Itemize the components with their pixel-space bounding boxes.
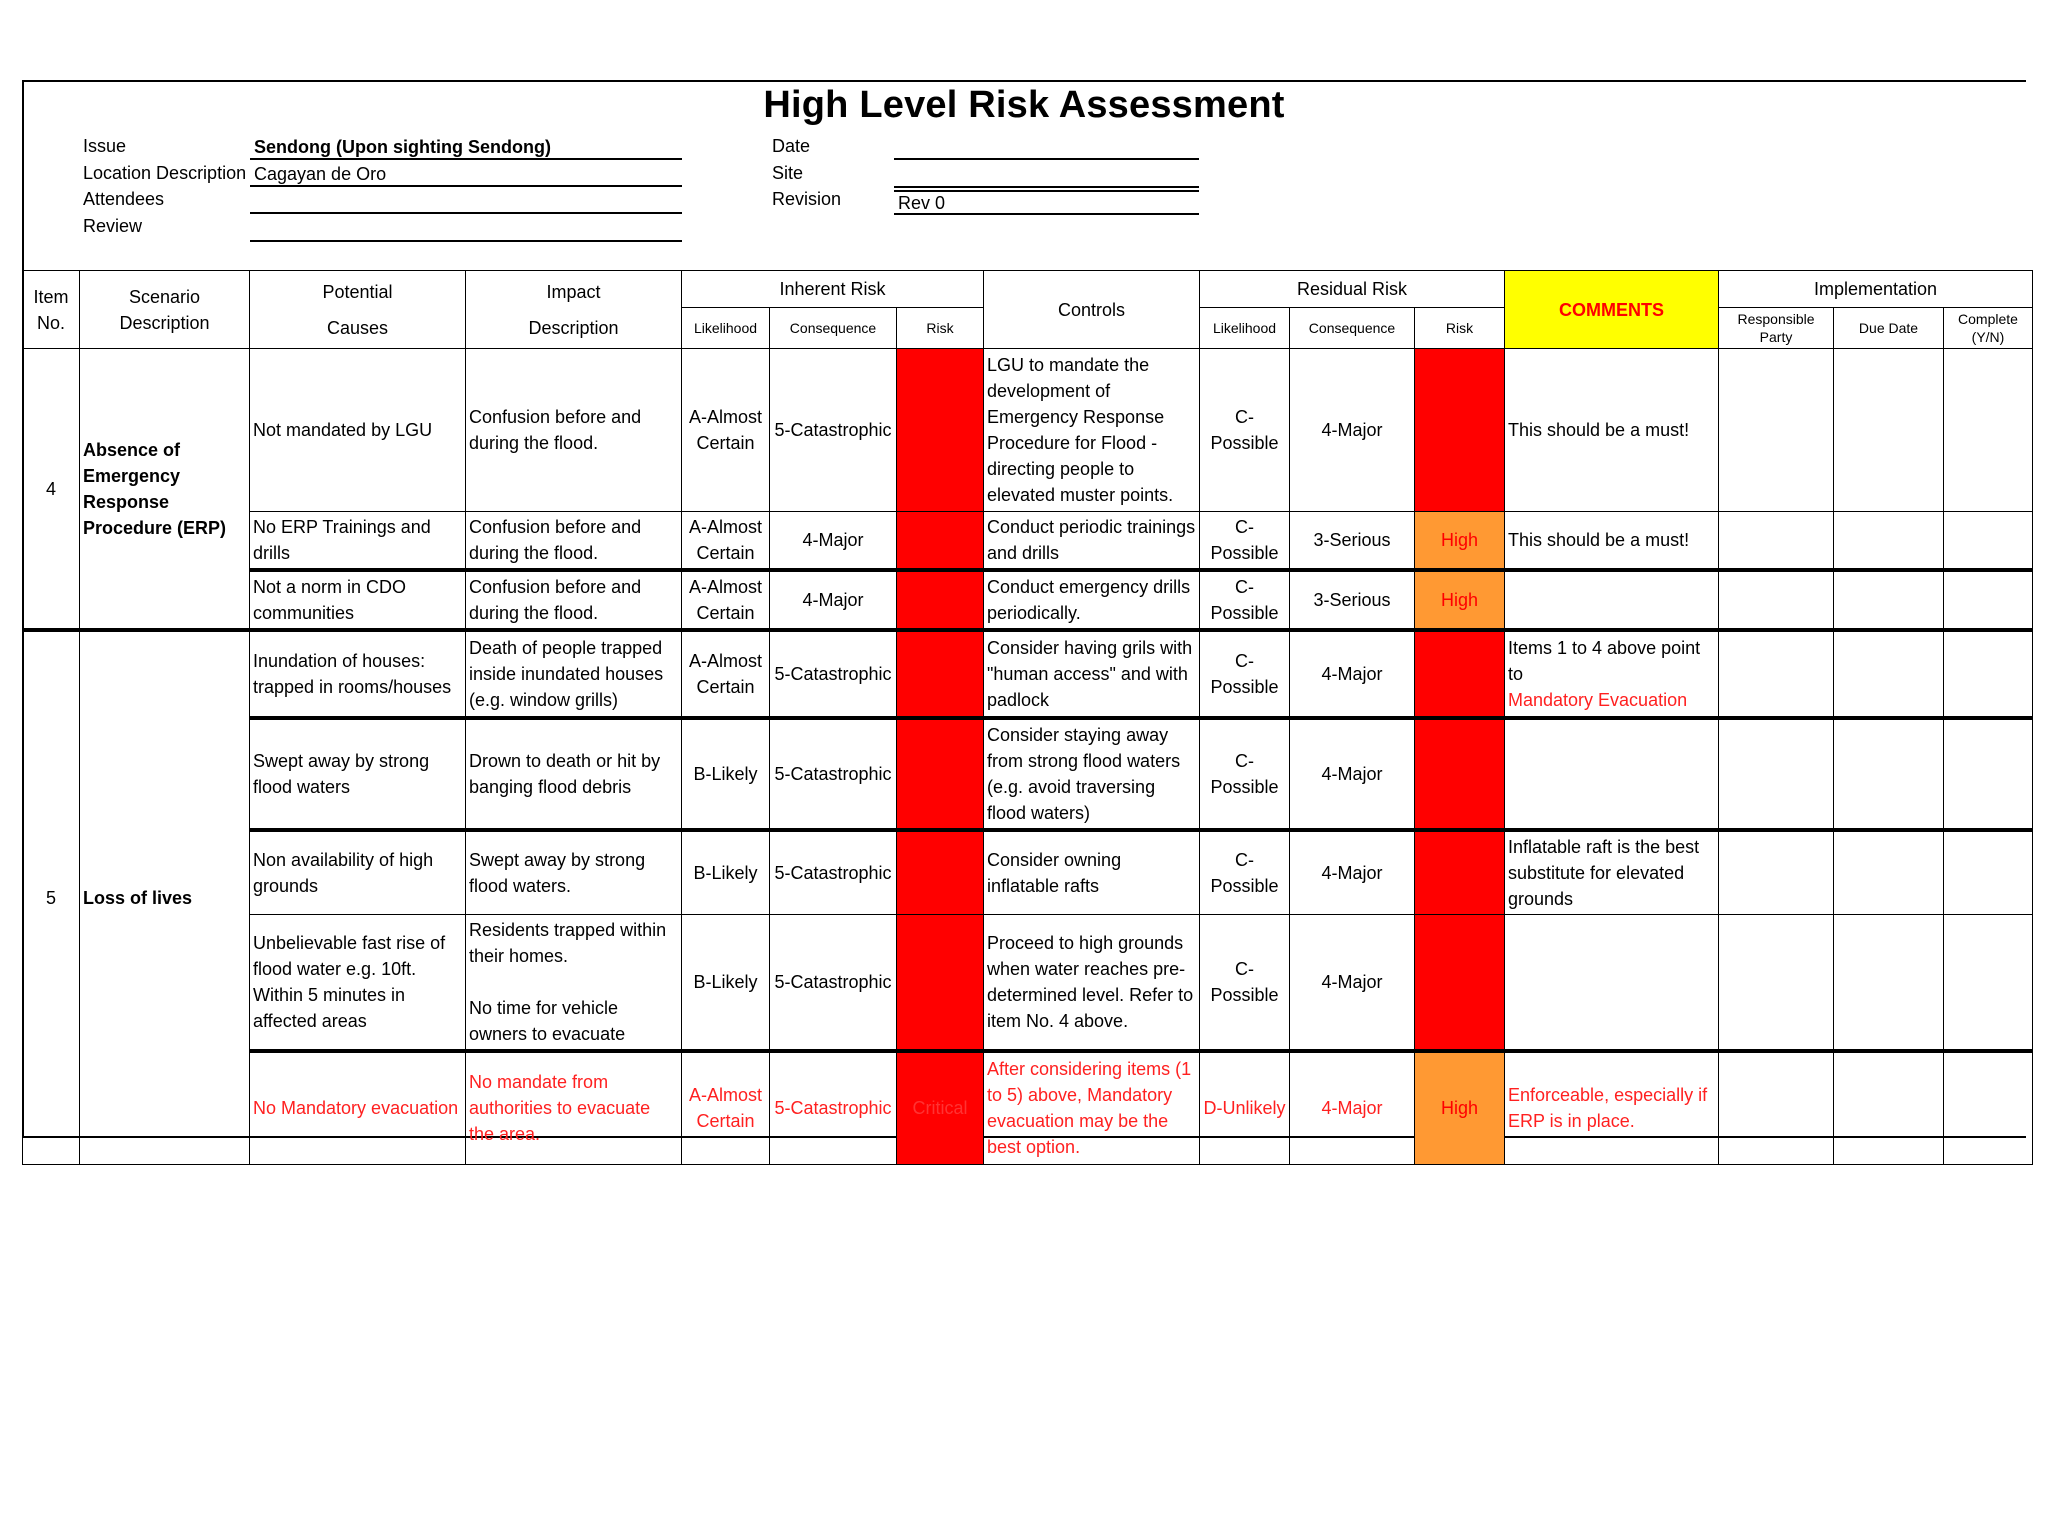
inherent-likelihood: A-Almost Certain: [682, 349, 770, 512]
residual-likelihood: C-Possible: [1200, 570, 1290, 630]
inherent-risk-badge: Critical: [897, 630, 984, 718]
impact-description: Drown to death or hit by banging flood debris: [466, 718, 682, 830]
inherent-risk-badge: Critical: [897, 1051, 984, 1164]
inherent-consequence: 5-Catastrophic: [770, 915, 897, 1052]
residual-risk-badge: Critical: [1415, 915, 1505, 1052]
impact-description: Swept away by strong flood waters.: [466, 830, 682, 915]
col-inherent-risk: Inherent Risk: [682, 271, 984, 308]
comment: [1505, 915, 1719, 1052]
date-label: Date: [772, 136, 811, 156]
attendees-label: Attendees: [83, 189, 165, 209]
page-title: High Level Risk Assessment: [763, 84, 1285, 126]
item-number: 5: [23, 630, 80, 1164]
inherent-consequence: 5-Catastrophic: [770, 349, 897, 512]
comment: Enforceable, especially if ERP is in place.: [1505, 1051, 1719, 1164]
table-row: [23, 830, 2033, 915]
inherent-likelihood: B-Likely: [682, 915, 770, 1052]
inherent-risk-badge: Critical: [897, 915, 984, 1052]
complete-cell: [1944, 915, 2033, 1052]
inherent-risk-badge: Critical: [897, 570, 984, 630]
inherent-consequence: 5-Catastrophic: [770, 630, 897, 718]
controls: LGU to mandate the development of Emergency Response Procedure for Flood - directing people to elevated muster points.: [984, 349, 1200, 512]
residual-consequence: 3-Serious: [1290, 512, 1415, 571]
comment: This should be a must!: [1505, 349, 1719, 512]
complete-cell: [1944, 830, 2033, 915]
impact-description: Confusion before and during the flood.: [466, 570, 682, 630]
inherent-consequence: 5-Catastrophic: [770, 1051, 897, 1164]
potential-cause: Swept away by strong flood waters: [250, 718, 466, 830]
scenario-description: Loss of lives: [80, 630, 250, 1164]
table-row: [23, 349, 2033, 512]
col-due-date: Due Date: [1834, 308, 1944, 349]
comment: Items 1 to 4 above point to Mandatory Evacuation: [1505, 630, 1719, 718]
complete-cell: [1944, 630, 2033, 718]
residual-risk-badge: Critical: [1415, 349, 1505, 512]
due-date-cell: [1834, 830, 1944, 915]
table-row: [23, 718, 2033, 830]
site-label: Site: [772, 163, 804, 183]
impact-description: Confusion before and during the flood.: [466, 349, 682, 512]
potential-cause: Unbelievable fast rise of flood water e.g. 10ft. Within 5 minutes in affected areas: [250, 915, 466, 1052]
responsible-party-cell: [1719, 349, 1834, 512]
potential-cause: No ERP Trainings and drills: [250, 512, 466, 571]
item-number: 4: [23, 349, 80, 631]
potential-cause: No Mandatory evacuation: [250, 1051, 466, 1164]
col-impact: Impact Description: [466, 271, 682, 349]
revision-label: Revision: [772, 189, 842, 209]
controls: Conduct periodic trainings and drills: [984, 512, 1200, 571]
comment: [1505, 718, 1719, 830]
col-res-consequence: Consequence: [1290, 308, 1415, 349]
site-line: [894, 186, 1199, 188]
inherent-likelihood: A-Almost Certain: [682, 512, 770, 571]
residual-risk-badge: Critical: [1415, 718, 1505, 830]
residual-likelihood: C-Possible: [1200, 349, 1290, 512]
residual-consequence: 4-Major: [1290, 349, 1415, 512]
complete-cell: [1944, 718, 2033, 830]
residual-consequence: 4-Major: [1290, 915, 1415, 1052]
col-residual-risk: Residual Risk: [1200, 271, 1505, 308]
controls: After considering items (1 to 5) above, Mandatory evacuation may be the best option.: [984, 1051, 1200, 1164]
comment: Inflatable raft is the best substitute for elevated grounds: [1505, 830, 1719, 915]
residual-risk-badge: Critical: [1415, 630, 1505, 718]
potential-cause: Not mandated by LGU: [250, 349, 466, 512]
col-res-risk: Risk: [1415, 308, 1505, 349]
inherent-risk-badge: Critical: [897, 349, 984, 512]
residual-consequence: 4-Major: [1290, 718, 1415, 830]
col-item-no: Item No.: [23, 271, 80, 349]
issue-value: Sendong (Upon sighting Sendong): [250, 136, 682, 160]
responsible-party-cell: [1719, 570, 1834, 630]
due-date-cell: [1834, 1051, 1944, 1164]
inherent-risk-badge: Critical: [897, 830, 984, 915]
residual-consequence: 4-Major: [1290, 830, 1415, 915]
potential-cause: Non availability of high grounds: [250, 830, 466, 915]
inherent-consequence: 5-Catastrophic: [770, 830, 897, 915]
responsible-party-cell: [1719, 830, 1834, 915]
review-line: [250, 240, 682, 242]
complete-cell: [1944, 512, 2033, 571]
residual-consequence: 4-Major: [1290, 630, 1415, 718]
inherent-likelihood: A-Almost Certain: [682, 630, 770, 718]
table-row: [23, 570, 2033, 630]
mandatory-evacuation-note: Mandatory Evacuation: [1508, 690, 1688, 710]
residual-likelihood: C-Possible: [1200, 830, 1290, 915]
review-label: Review: [83, 216, 143, 236]
table-row: [23, 1051, 2033, 1164]
responsible-party-cell: [1719, 718, 1834, 830]
issue-label: Issue: [83, 136, 127, 156]
inherent-likelihood: B-Likely: [682, 830, 770, 915]
residual-likelihood: C-Possible: [1200, 512, 1290, 571]
residual-likelihood: C-Possible: [1200, 630, 1290, 718]
col-complete: Complete (Y/N): [1944, 308, 2033, 349]
date-line: [894, 158, 1199, 160]
complete-cell: [1944, 570, 2033, 630]
col-in-risk: Risk: [897, 308, 984, 349]
residual-risk-badge: High: [1415, 1051, 1505, 1164]
residual-consequence: 4-Major: [1290, 1051, 1415, 1164]
location-value: Cagayan de Oro: [250, 163, 682, 187]
comment: This should be a must!: [1505, 512, 1719, 571]
complete-cell: [1944, 349, 2033, 512]
col-in-consequence: Consequence: [770, 308, 897, 349]
residual-likelihood: C-Possible: [1200, 915, 1290, 1052]
table-row: [23, 630, 2033, 718]
col-in-likelihood: Likelihood: [682, 308, 770, 349]
residual-consequence: 3-Serious: [1290, 570, 1415, 630]
inherent-likelihood: B-Likely: [682, 718, 770, 830]
controls: Conduct emergency drills periodically.: [984, 570, 1200, 630]
due-date-cell: [1834, 718, 1944, 830]
responsible-party-cell: [1719, 1051, 1834, 1164]
residual-risk-badge: Critical: [1415, 830, 1505, 915]
due-date-cell: [1834, 570, 1944, 630]
potential-cause: Not a norm in CDO communities: [250, 570, 466, 630]
controls: Consider owning inflatable rafts: [984, 830, 1200, 915]
comment: [1505, 570, 1719, 630]
impact-description: Confusion before and during the flood.: [466, 512, 682, 571]
impact-description: Residents trapped within their homes. No time for vehicle owners to evacuate: [466, 915, 682, 1052]
due-date-cell: [1834, 512, 1944, 571]
inherent-consequence: 4-Major: [770, 570, 897, 630]
inherent-likelihood: A-Almost Certain: [682, 1051, 770, 1164]
residual-likelihood: C-Possible: [1200, 718, 1290, 830]
risk-table: [22, 270, 2033, 1165]
controls: Consider staying away from strong flood waters (e.g. avoid traversing flood waters): [984, 718, 1200, 830]
due-date-cell: [1834, 630, 1944, 718]
due-date-cell: [1834, 915, 1944, 1052]
col-potential-causes: Potential Causes: [250, 271, 466, 349]
responsible-party-cell: [1719, 915, 1834, 1052]
table-row: [23, 512, 2033, 571]
residual-risk-badge: High: [1415, 512, 1505, 571]
impact-description: Death of people trapped inside inundated houses (e.g. window grills): [466, 630, 682, 718]
inherent-likelihood: A-Almost Certain: [682, 570, 770, 630]
responsible-party-cell: [1719, 512, 1834, 571]
scenario-description: Absence of Emergency Response Procedure (ERP): [80, 349, 250, 631]
location-label: Location Description: [83, 163, 247, 183]
attendees-line: [250, 212, 682, 214]
residual-likelihood: D-Unlikely: [1200, 1051, 1290, 1164]
residual-risk-badge: High: [1415, 570, 1505, 630]
inherent-consequence: 5-Catastrophic: [770, 718, 897, 830]
responsible-party-cell: [1719, 630, 1834, 718]
due-date-cell: [1834, 349, 1944, 512]
potential-cause: Inundation of houses: trapped in rooms/houses: [250, 630, 466, 718]
complete-cell: [1944, 1051, 2033, 1164]
col-res-likelihood: Likelihood: [1200, 308, 1290, 349]
controls: Consider having grils with "human access" and with padlock: [984, 630, 1200, 718]
impact-description: No mandate from authorities to evacuate the area.: [466, 1051, 682, 1164]
controls: Proceed to high grounds when water reaches pre-determined level. Refer to item No. 4 above.: [984, 915, 1200, 1052]
col-comments: COMMENTS: [1505, 271, 1719, 349]
inherent-risk-badge: Critical: [897, 718, 984, 830]
table-row: [23, 915, 2033, 1052]
col-controls: Controls: [984, 271, 1200, 349]
col-scenario: Scenario Description: [80, 271, 250, 349]
inherent-consequence: 4-Major: [770, 512, 897, 571]
inherent-risk-badge: Critical: [897, 512, 984, 571]
col-responsible-party: Responsible Party: [1719, 308, 1834, 349]
col-implementation: Implementation: [1719, 271, 2033, 308]
revision-value: Rev 0: [894, 190, 1199, 215]
